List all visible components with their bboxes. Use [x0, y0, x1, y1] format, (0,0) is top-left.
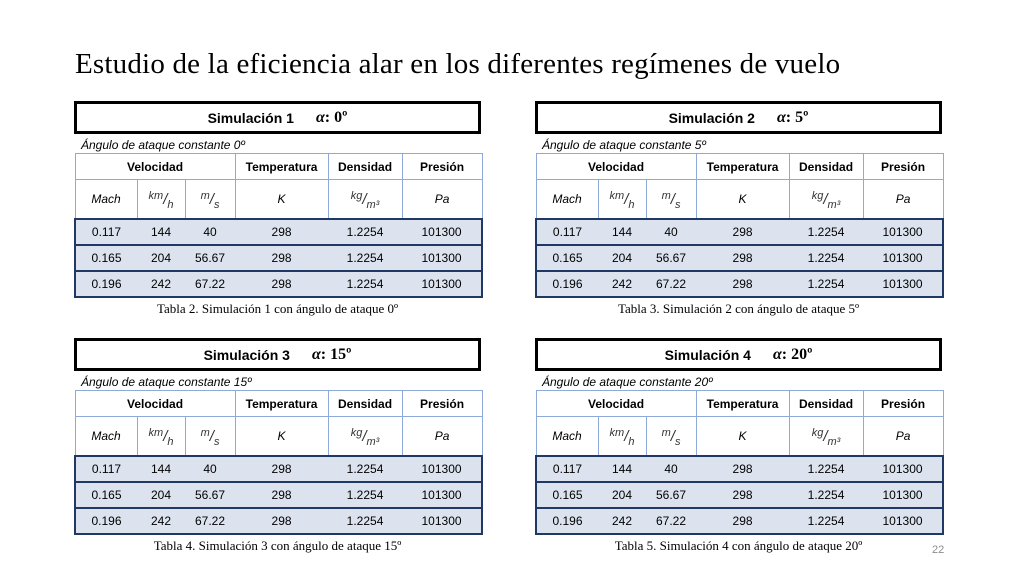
cell-density: 1.2254	[328, 508, 402, 534]
col-presion: Presión	[402, 391, 482, 417]
unit-kmh: $^{km}/_h$	[598, 417, 646, 457]
cell-ms: 56.67	[646, 482, 696, 508]
cell-mach: 0.117	[536, 456, 598, 482]
cell-ms: 56.67	[185, 482, 235, 508]
cell-ms: 67.22	[185, 271, 235, 297]
cell-pressure: 101300	[863, 456, 943, 482]
cell-density: 1.2254	[328, 245, 402, 271]
col-densidad: Densidad	[789, 154, 863, 180]
angle-value: : 0º	[324, 108, 348, 126]
cell-density: 1.2254	[789, 482, 863, 508]
unit-kmh-den: h	[628, 435, 635, 448]
unit-ms: $^m/_s$	[185, 417, 235, 457]
cell-density: 1.2254	[789, 271, 863, 297]
unit-kmh: $^{km}/_h$	[137, 180, 185, 220]
header-row	[536, 391, 943, 417]
col-velocidad: Velocidad	[536, 154, 696, 180]
cell-pressure: 101300	[402, 271, 482, 297]
unit-kmh-den: h	[628, 198, 635, 211]
units-row	[75, 180, 482, 220]
unit-pa: Pa	[402, 180, 482, 220]
table-subtitle: Ángulo de ataque constante 5º	[542, 138, 706, 152]
cell-mach: 0.117	[75, 219, 137, 245]
unit-pa: Pa	[402, 417, 482, 457]
cell-mach: 0.117	[536, 219, 598, 245]
alpha-symbol: α	[315, 108, 325, 126]
table-row	[75, 271, 482, 297]
cell-density: 1.2254	[789, 456, 863, 482]
cell-pressure: 101300	[402, 219, 482, 245]
simulation-table	[535, 390, 944, 535]
table-row	[75, 245, 482, 271]
unit-kgm3-num: kg	[811, 426, 824, 439]
unit-ms-den: s	[213, 435, 220, 448]
unit-kgm3-den: m³	[827, 435, 841, 448]
cell-density: 1.2254	[789, 219, 863, 245]
cell-ms: 40	[185, 219, 235, 245]
col-presion: Presión	[863, 391, 943, 417]
cell-mach: 0.196	[536, 508, 598, 534]
cell-kmh: 242	[137, 508, 185, 534]
header-row	[536, 154, 943, 180]
cell-density: 1.2254	[328, 482, 402, 508]
col-densidad: Densidad	[328, 154, 402, 180]
cell-temperature: 298	[235, 508, 328, 534]
table-subtitle: Ángulo de ataque constante 0º	[81, 138, 245, 152]
cell-kmh: 204	[598, 482, 646, 508]
cell-ms: 40	[646, 456, 696, 482]
unit-pa: Pa	[863, 417, 943, 457]
simulation-1-block	[74, 101, 481, 318]
angle-value: : 15º	[320, 345, 352, 363]
simulation-header	[74, 101, 481, 134]
unit-ms-num: m	[200, 189, 210, 202]
col-temperatura: Temperatura	[696, 154, 789, 180]
col-presion: Presión	[402, 154, 482, 180]
cell-ms: 40	[646, 219, 696, 245]
unit-kmh-num: km	[609, 426, 625, 439]
col-presion: Presión	[863, 154, 943, 180]
unit-mach: Mach	[536, 180, 598, 220]
simulation-table	[74, 390, 483, 535]
cell-temperature: 298	[235, 456, 328, 482]
cell-density: 1.2254	[328, 271, 402, 297]
unit-kmh: $^{km}/_h$	[598, 180, 646, 220]
units-row	[536, 417, 943, 457]
cell-kmh: 242	[137, 271, 185, 297]
unit-kgm3: $^{kg}/_{m^3}$	[789, 180, 863, 220]
cell-mach: 0.117	[75, 456, 137, 482]
col-temperatura: Temperatura	[696, 391, 789, 417]
simulation-header	[535, 338, 942, 371]
unit-kgm3: $^{kg}/_{m^3}$	[328, 417, 402, 457]
cell-ms: 67.22	[646, 508, 696, 534]
unit-ms-num: m	[661, 426, 671, 439]
cell-mach: 0.165	[75, 245, 137, 271]
unit-ms-den: s	[213, 198, 220, 211]
unit-kgm3-num: kg	[811, 189, 824, 202]
simulation-table	[74, 153, 483, 298]
cell-kmh: 242	[598, 508, 646, 534]
table-subtitle: Ángulo de ataque constante 15º	[81, 375, 252, 389]
cell-pressure: 101300	[863, 508, 943, 534]
header-row	[75, 154, 482, 180]
alpha-symbol: α	[311, 345, 321, 363]
cell-pressure: 101300	[863, 271, 943, 297]
unit-k: K	[235, 417, 328, 457]
unit-k: K	[235, 180, 328, 220]
unit-ms-den: s	[674, 198, 681, 211]
cell-density: 1.2254	[328, 219, 402, 245]
cell-mach: 0.165	[536, 482, 598, 508]
unit-kgm3-num: kg	[350, 426, 363, 439]
col-temperatura: Temperatura	[235, 154, 328, 180]
simulation-label: Simulación 2	[668, 109, 755, 126]
unit-pa: Pa	[863, 180, 943, 220]
cell-kmh: 242	[598, 271, 646, 297]
simulation-3-block	[74, 338, 481, 555]
cell-ms: 67.22	[185, 508, 235, 534]
alpha-symbol: α	[776, 108, 786, 126]
simulation-label: Simulación 4	[664, 346, 751, 363]
alpha-symbol: α	[772, 345, 782, 363]
col-velocidad: Velocidad	[536, 391, 696, 417]
unit-kmh-num: km	[148, 189, 164, 202]
unit-kgm3: $^{kg}/_{m^3}$	[328, 180, 402, 220]
cell-kmh: 204	[598, 245, 646, 271]
simulation-2-block	[535, 101, 942, 318]
cell-ms: 56.67	[185, 245, 235, 271]
table-caption: Tabla 3. Simulación 2 con ángulo de ataque 5º	[617, 301, 860, 316]
cell-kmh: 144	[137, 219, 185, 245]
cell-mach: 0.196	[536, 271, 598, 297]
cell-mach: 0.165	[536, 245, 598, 271]
unit-k: K	[696, 417, 789, 457]
unit-kmh-num: km	[148, 426, 164, 439]
col-densidad: Densidad	[789, 391, 863, 417]
cell-pressure: 101300	[402, 482, 482, 508]
unit-mach: Mach	[75, 180, 137, 220]
col-velocidad: Velocidad	[75, 391, 235, 417]
simulation-label: Simulación 3	[203, 346, 290, 363]
cell-kmh: 144	[598, 456, 646, 482]
cell-temperature: 298	[235, 271, 328, 297]
simulation-header	[74, 338, 481, 371]
simulation-4-block	[535, 338, 945, 556]
unit-kgm3: $^{kg}/_{m^3}$	[789, 417, 863, 457]
table-row	[75, 482, 482, 508]
cell-pressure: 101300	[863, 482, 943, 508]
cell-mach: 0.196	[75, 271, 137, 297]
cell-kmh: 144	[137, 456, 185, 482]
table-row	[75, 219, 482, 245]
cell-pressure: 101300	[863, 219, 943, 245]
table-row	[536, 482, 943, 508]
cell-temperature: 298	[235, 482, 328, 508]
table-row	[75, 508, 482, 534]
cell-kmh: 204	[137, 245, 185, 271]
simulation-table	[535, 153, 944, 298]
simulation-header	[535, 101, 942, 134]
unit-kmh-den: h	[167, 198, 174, 211]
page-number: 22	[932, 544, 945, 556]
unit-kgm3-den: m³	[827, 198, 841, 211]
cell-temperature: 298	[696, 508, 789, 534]
cell-density: 1.2254	[789, 245, 863, 271]
col-velocidad: Velocidad	[75, 154, 235, 180]
cell-mach: 0.165	[75, 482, 137, 508]
table-caption: Tabla 5. Simulación 4 con ángulo de ataque 20º	[614, 538, 863, 553]
slide-title: Estudio de la eficiencia alar en los diferentes regímenes de vuelo	[75, 48, 841, 80]
cell-temperature: 298	[696, 271, 789, 297]
cell-pressure: 101300	[402, 245, 482, 271]
cell-pressure: 101300	[402, 456, 482, 482]
cell-kmh: 204	[137, 482, 185, 508]
cell-density: 1.2254	[789, 508, 863, 534]
table-caption: Tabla 2. Simulación 1 con ángulo de ataque 0º	[156, 301, 399, 316]
unit-kmh-den: h	[167, 435, 174, 448]
angle-value: : 20º	[781, 345, 813, 363]
table-row	[75, 456, 482, 482]
cell-ms: 67.22	[646, 271, 696, 297]
cell-temperature: 298	[696, 245, 789, 271]
table-caption: Tabla 4. Simulación 3 con ángulo de ataque 15º	[153, 538, 402, 553]
col-temperatura: Temperatura	[235, 391, 328, 417]
table-row	[536, 219, 943, 245]
cell-temperature: 298	[235, 245, 328, 271]
table-row	[536, 245, 943, 271]
cell-temperature: 298	[696, 482, 789, 508]
cell-kmh: 144	[598, 219, 646, 245]
table-row	[536, 456, 943, 482]
angle-value: : 5º	[785, 108, 809, 126]
unit-ms: $^m/_s$	[646, 417, 696, 457]
col-densidad: Densidad	[328, 391, 402, 417]
unit-kgm3-num: kg	[350, 189, 363, 202]
cell-temperature: 298	[696, 219, 789, 245]
table-row	[536, 508, 943, 534]
cell-mach: 0.196	[75, 508, 137, 534]
unit-kgm3-den: m³	[366, 198, 380, 211]
unit-ms-den: s	[674, 435, 681, 448]
unit-kmh: $^{km}/_h$	[137, 417, 185, 457]
table-row	[536, 271, 943, 297]
unit-ms: $^m/_s$	[185, 180, 235, 220]
cell-temperature: 298	[235, 219, 328, 245]
unit-ms-num: m	[661, 189, 671, 202]
units-row	[75, 417, 482, 457]
cell-density: 1.2254	[328, 456, 402, 482]
units-row	[536, 180, 943, 220]
unit-ms-num: m	[200, 426, 210, 439]
cell-ms: 40	[185, 456, 235, 482]
unit-ms: $^m/_s$	[646, 180, 696, 220]
unit-mach: Mach	[75, 417, 137, 457]
cell-pressure: 101300	[402, 508, 482, 534]
unit-kmh-num: km	[609, 189, 625, 202]
cell-temperature: 298	[696, 456, 789, 482]
unit-mach: Mach	[536, 417, 598, 457]
cell-pressure: 101300	[863, 245, 943, 271]
simulation-label: Simulación 1	[207, 109, 294, 126]
cell-ms: 56.67	[646, 245, 696, 271]
header-row	[75, 391, 482, 417]
table-subtitle: Ángulo de ataque constante 20º	[542, 375, 713, 389]
unit-kgm3-den: m³	[366, 435, 380, 448]
unit-k: K	[696, 180, 789, 220]
